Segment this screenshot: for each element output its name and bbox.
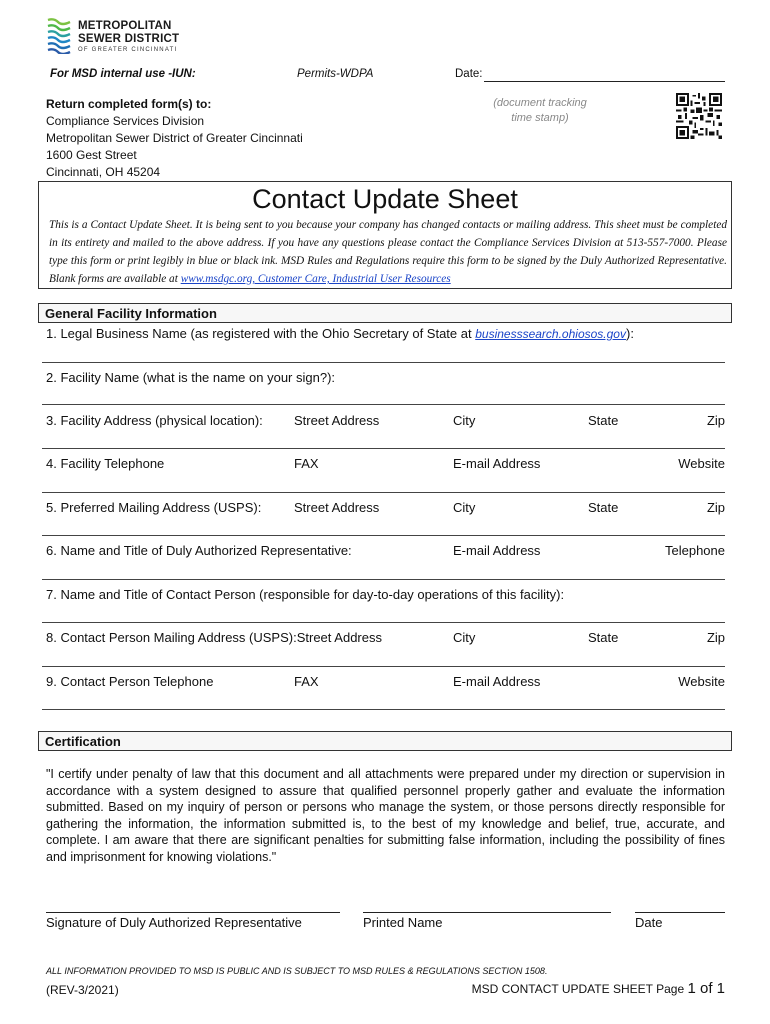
page-count: 1 of 1 <box>687 980 725 997</box>
date-label: Date: <box>455 68 483 80</box>
q8-city: City <box>453 630 476 645</box>
q3-zip: Zip <box>706 413 725 428</box>
q4-website: Website <box>678 456 725 471</box>
signature-date-field[interactable] <box>635 912 725 913</box>
return-line: Metropolitan Sewer District of Greater Cincinnati <box>46 131 303 145</box>
contact-instructions <box>49 216 727 288</box>
q9-label: 9. Contact Person Telephone <box>46 674 214 689</box>
msd-logo-icon <box>46 18 72 54</box>
q1-suffix: ): <box>625 326 634 341</box>
q5-city: City <box>453 500 476 515</box>
return-heading: Return completed form(s) to: <box>46 97 212 111</box>
page-prefix: MSD CONTACT UPDATE SHEET Page <box>471 982 685 996</box>
logo-line-3: OF GREATER CINCINNATI <box>78 47 178 53</box>
q4-label: 4. Facility Telephone <box>46 456 165 471</box>
ohiosos-link[interactable]: businesssearch.ohiosos.gov <box>475 327 626 341</box>
q3-label: 3. Facility Address (physical location): <box>46 413 263 428</box>
q5-street: Street Address <box>294 500 380 515</box>
msd-logo <box>46 18 186 56</box>
q8-zip: Zip <box>706 630 725 645</box>
q1-text: 1. Legal Business Name (as registered with the Ohio Secretary of State at <box>46 326 476 341</box>
date-field[interactable] <box>484 81 725 82</box>
certification-heading: Certification <box>38 731 732 751</box>
instructions-text: This is a Contact Update Sheet. It is being sent to you because your company has changed contacts or mailing address. This sheet must be completed in its entirety and mailed to the above address. If you have any questions please contact the Compliance Services Division at 513-557-7000. Please type this form or print legibly in blue or black ink. MSD Rules and Regulations require this form to be signed by the Duly Authorized Representative. Blank forms are available at <box>49 219 727 285</box>
q8-answer-line[interactable] <box>42 666 725 667</box>
q3-street: Street Address <box>294 413 380 428</box>
page-title: Contact Update Sheet <box>252 184 518 214</box>
q1-label <box>46 326 634 341</box>
q6-email: E-mail Address <box>453 543 541 558</box>
signature-label: Signature of Duly Authorized Representative <box>46 915 302 930</box>
q2-label: 2. Facility Name (what is the name on your sign?): <box>46 370 336 385</box>
q6-label: 6. Name and Title of Duly Authorized Representative: <box>46 543 352 558</box>
q6-answer-line[interactable] <box>42 579 725 580</box>
return-line: 1600 Gest Street <box>46 148 137 162</box>
footer-note: ALL INFORMATION PROVIDED TO MSD IS PUBLIC AND IS SUBJECT TO MSD RULES & REGULATIONS SECTION 1508. <box>46 966 548 976</box>
signature-field[interactable] <box>46 912 340 913</box>
q5-zip: Zip <box>706 500 725 515</box>
q2-answer-line[interactable] <box>42 404 725 405</box>
logo-line-2: SEWER DISTRICT <box>78 33 180 45</box>
q1-answer-line[interactable] <box>42 362 725 363</box>
page-number <box>472 980 725 997</box>
revision-label: (REV-3/2021) <box>46 983 119 997</box>
q8-state: State <box>588 630 619 645</box>
q9-email: E-mail Address <box>453 674 541 689</box>
q4-answer-line[interactable] <box>42 492 725 493</box>
q3-answer-line[interactable] <box>42 448 725 449</box>
q9-fax: FAX <box>294 674 319 689</box>
q3-city: City <box>453 413 476 428</box>
qr-code-icon <box>676 93 722 139</box>
certification-text: "I certify under penalty of law that this document and all attachments were prepared under my direction or supervision in accordance with a system designed to assure that qualified personnel properly gather and evaluate the information submitted. Based on my inquiry of person or persons who manage the system, or those persons directly responsible for gathering the information, the information submitted is, to the best of my knowledge and belief, true, accurate, and complete. I am aware that there are significant penalties for submitting false information, including the possibility of fines and imprisonment for knowing violations." <box>46 767 725 864</box>
return-line: Compliance Services Division <box>46 114 205 128</box>
q6-telephone: Telephone <box>665 543 725 558</box>
q5-label: 5. Preferred Mailing Address (USPS): <box>46 500 262 515</box>
signature-date-label: Date <box>635 915 663 930</box>
time-stamp-area <box>470 96 610 126</box>
q9-website: Website <box>678 674 725 689</box>
permits-label: Permits-WDPA <box>297 68 374 80</box>
q7-answer-line[interactable] <box>42 622 725 623</box>
general-facility-heading: General Facility Information <box>38 303 732 323</box>
internal-use-label: For MSD internal use -IUN: <box>50 68 196 80</box>
printed-name-label: Printed Name <box>363 915 443 930</box>
q3-state: State <box>588 413 619 428</box>
contact-update-box <box>38 181 732 289</box>
q4-fax: FAX <box>294 456 319 471</box>
q7-label: 7. Name and Title of Contact Person (responsible for day-to-day operations of this facility): <box>46 587 565 602</box>
q4-email: E-mail Address <box>453 456 541 471</box>
q5-state: State <box>588 500 619 515</box>
return-address <box>46 96 303 181</box>
stamp-line: (document tracking <box>493 97 587 109</box>
msdgc-link[interactable]: www.msdgc.org, Customer Care, Industrial User Resources <box>180 273 451 285</box>
printed-name-field[interactable] <box>363 912 611 913</box>
q8-label: 8. Contact Person Mailing Address (USPS):Street Address <box>46 630 382 645</box>
logo-line-1: METROPOLITAN <box>78 20 172 32</box>
q9-answer-line[interactable] <box>42 709 725 710</box>
stamp-line: time stamp) <box>511 112 569 124</box>
return-line: Cincinnati, OH 45204 <box>46 165 161 179</box>
q5-answer-line[interactable] <box>42 535 725 536</box>
